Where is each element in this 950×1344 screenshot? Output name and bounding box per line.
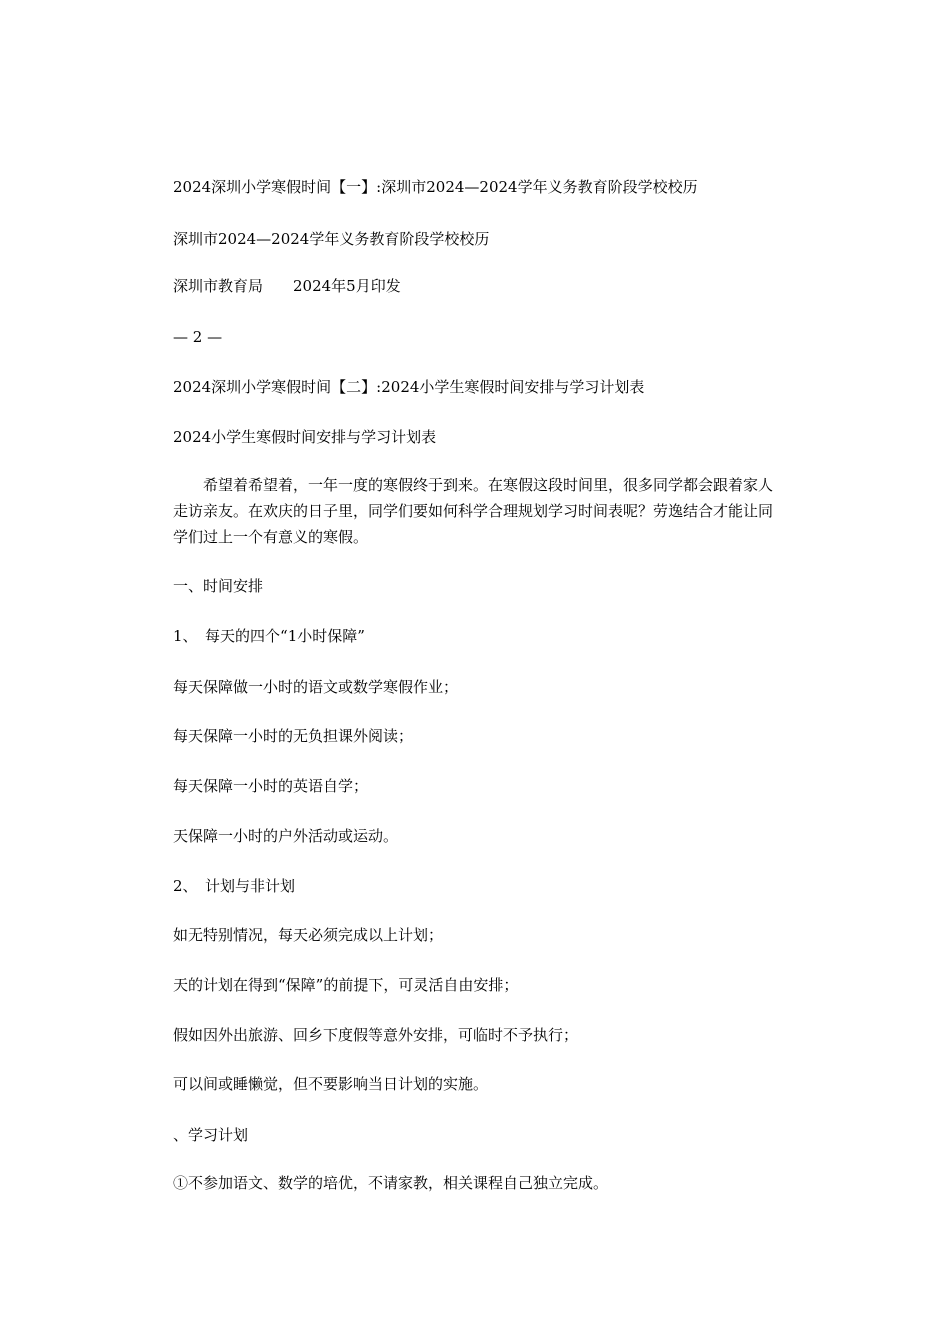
intro-line-3: 学们过上一个有意义的寒假。 [173,528,369,546]
intro-paragraph [173,472,823,550]
heading-part-two: 2024深圳小学寒假时间【二】:2024小学生寒假时间安排与学习计划表 [173,378,645,396]
item-2-heading: 2、 计划与非计划 [173,877,296,895]
study-item-1: ①不参加语文、数学的培优，不请家教，相关课程自己独立完成。 [173,1174,609,1192]
intro-line-1: 希望着希望着，一年一度的寒假终于到来。在寒假这段时间里，很多同学都会跟着家人 [203,476,774,494]
section-time-heading: 一、时间安排 [173,577,264,595]
item-1-heading: 1、 每天的四个“1小时保障” [173,627,365,645]
plan-title: 2024小学生寒假时间安排与学习计划表 [173,428,437,446]
guarantee-chinese-math: 每天保障做一小时的语文或数学寒假作业； [173,678,459,696]
plan-rule-3: 假如因外出旅游、回乡下度假等意外安排，可临时不予执行； [173,1026,579,1044]
guarantee-reading: 每天保障一小时的无负担课外阅读； [173,727,414,745]
section-study-heading: 、学习计划 [173,1126,249,1144]
plan-rule-4: 可以间或睡懒觉，但不要影响当日计划的实施。 [173,1075,489,1093]
plan-rule-1: 如无特别情况，每天必须完成以上计划； [173,926,444,944]
guarantee-english: 每天保障一小时的英语自学； [173,777,369,795]
calendar-title: 深圳市2024—2024学年义务教育阶段学校校历 [173,230,490,248]
heading-part-one: 2024深圳小学寒假时间【一】:深圳市2024—2024学年义务教育阶段学校校历 [173,178,698,196]
issuer-line: 深圳市教育局 2024年5月印发 [173,277,401,295]
intro-line-2: 走访亲友。在欢庆的日子里，同学们要如何科学合理规划学习时间表呢？劳逸结合才能让同 [173,502,774,520]
guarantee-outdoor: 天保障一小时的户外活动或运动。 [173,827,399,845]
page-number: — 2 — [173,328,223,346]
plan-rule-2: 天的计划在得到“保障”的前提下，可灵活自由安排； [173,976,519,994]
